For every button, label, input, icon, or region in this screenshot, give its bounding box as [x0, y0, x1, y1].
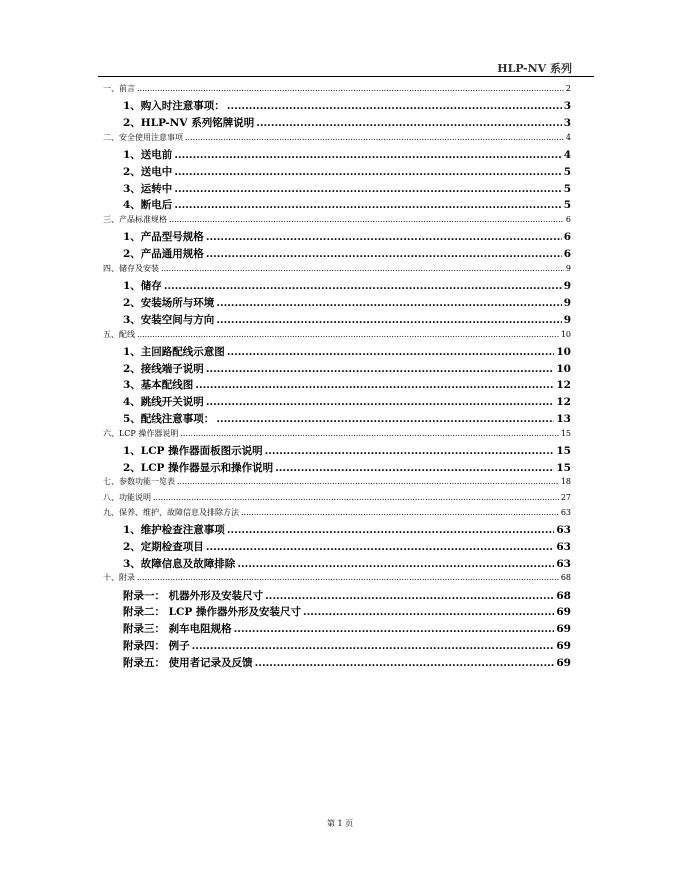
toc-subsection-entry[interactable]: [103, 621, 571, 638]
toc-entry-page-number: 4: [563, 148, 571, 161]
toc-subsection-entry[interactable]: [103, 604, 571, 621]
toc-dot-leader: [177, 477, 559, 486]
toc-entry-page-number: 3: [563, 100, 571, 113]
toc-section-entry[interactable]: [103, 572, 571, 587]
toc-entry-page-number: 5: [563, 199, 571, 212]
page-number-footer: 第 1 页: [326, 819, 354, 828]
toc-entry-label: 二、安全使用注意事项: [103, 132, 183, 142]
toc-subsection-entry[interactable]: [103, 443, 571, 460]
toc-dot-leader: [206, 541, 555, 553]
toc-entry-label: 1、储存: [123, 280, 162, 293]
toc-dot-leader: [164, 280, 562, 292]
toc-dot-leader: [206, 248, 562, 260]
toc-entry-label: 3、故障信息及故障排除: [123, 557, 236, 570]
toc-subsection-entry[interactable]: [103, 98, 571, 115]
toc-entry-label: 1、维护检查注意事项: [123, 524, 225, 537]
toc-entry-page-number: 9: [563, 296, 571, 309]
toc-subsection-entry[interactable]: [103, 655, 571, 672]
toc-dot-leader: [206, 363, 555, 375]
toc-entry-page-number: 3: [563, 116, 571, 129]
toc-subsection-entry[interactable]: [103, 295, 571, 312]
toc-entry-page-number: 68: [556, 589, 571, 602]
toc-entry-label: 五、配线: [103, 329, 135, 339]
toc-section-entry[interactable]: [103, 507, 571, 522]
toc-entry-label: 七、参数功能一览表: [103, 477, 175, 487]
toc-entry-page-number: 6: [563, 248, 571, 261]
toc-entry-page-number: 9: [563, 313, 571, 326]
toc-section-entry[interactable]: [103, 329, 571, 344]
toc-entry-label: 2、定期检查项目: [123, 540, 204, 553]
toc-entry-page-number: 10: [560, 329, 571, 339]
toc-entry-page-number: 63: [556, 557, 571, 570]
toc-subsection-entry[interactable]: [103, 115, 571, 132]
toc-entry-page-number: 6: [563, 231, 571, 244]
toc-dot-leader: [174, 166, 561, 178]
toc-dot-leader: [180, 429, 558, 438]
toc-entry-label: 六、LCP 操作器说明: [103, 428, 179, 438]
toc-entry-label: 3、运转中: [123, 182, 173, 195]
toc-dot-leader: [174, 199, 561, 211]
toc-dot-leader: [265, 590, 554, 602]
toc-subsection-entry[interactable]: [103, 181, 571, 198]
toc-entry-page-number: 63: [556, 540, 571, 553]
toc-entry-label: 一、前言: [103, 84, 135, 93]
toc-entry-label: 附录五： 使用者记录及反馈: [123, 656, 253, 669]
toc-subsection-entry[interactable]: [103, 361, 571, 378]
toc-subsection-entry[interactable]: [103, 164, 571, 181]
toc-dot-leader: [174, 149, 561, 161]
toc-entry-label: 三、产品标准规格: [103, 215, 167, 225]
toc-entry-label: 九、保养、维护、故障信息及排除方法: [103, 507, 239, 517]
toc-dot-leader: [137, 573, 559, 582]
toc-subsection-entry[interactable]: [103, 588, 571, 605]
header-rule: [98, 76, 594, 77]
toc-section-entry[interactable]: [103, 214, 571, 229]
toc-dot-leader: [265, 445, 555, 457]
toc-entry-page-number: 5: [563, 165, 571, 178]
toc-entry-label: 4、断电后: [123, 199, 173, 212]
toc-entry-label: 1、购入时注意事项：: [123, 100, 225, 113]
toc-entry-label: 2、安装场所与环境: [123, 296, 215, 309]
toc-subsection-entry[interactable]: [103, 522, 571, 539]
toc-section-entry[interactable]: [103, 263, 571, 278]
toc-dot-leader: [234, 623, 555, 635]
toc-dot-leader: [216, 413, 554, 425]
toc-entry-page-number: 69: [556, 640, 571, 652]
toc-entry-page-number: 63: [560, 507, 571, 517]
toc-entry-page-number: 15: [556, 461, 571, 474]
toc-entry-page-number: 2: [565, 84, 571, 93]
toc-subsection-entry[interactable]: [103, 638, 571, 655]
toc-dot-leader: [237, 558, 554, 570]
toc-entry-label: 4、跳线开关说明: [123, 396, 204, 409]
toc-dot-leader: [206, 231, 562, 243]
toc-entry-page-number: 9: [565, 263, 571, 273]
toc-dot-leader: [216, 297, 561, 309]
toc-dot-leader: [185, 133, 564, 142]
toc-entry-page-number: 69: [556, 623, 571, 636]
toc-entry-label: 1、LCP 操作器面板图示说明: [123, 444, 263, 457]
toc-entry-label: 附录一： 机器外形及安装尺寸: [123, 589, 264, 602]
toc-dot-leader: [275, 462, 554, 474]
toc-dot-leader: [241, 508, 559, 517]
toc-subsection-entry[interactable]: [103, 460, 571, 477]
toc-dot-leader: [161, 264, 564, 273]
toc-entry-label: 附录二： LCP 操作器外形及安装尺寸: [123, 606, 301, 619]
toc-dot-leader: [153, 493, 559, 502]
toc-section-entry[interactable]: [103, 492, 571, 507]
toc-entry-page-number: 68: [560, 573, 571, 583]
toc-entry-page-number: 4: [565, 132, 571, 142]
table-of-contents: [103, 83, 571, 672]
toc-subsection-entry[interactable]: [103, 394, 571, 411]
toc-dot-leader: [174, 183, 561, 195]
toc-dot-leader: [255, 657, 555, 669]
toc-dot-leader: [206, 396, 555, 408]
toc-entry-label: 十、附录: [103, 573, 135, 583]
toc-entry-label: 3、安装空间与方向: [123, 313, 215, 326]
toc-entry-page-number: 13: [556, 412, 571, 425]
toc-dot-leader: [169, 215, 564, 224]
toc-dot-leader: [303, 606, 554, 618]
toc-subsection-entry[interactable]: [103, 197, 571, 214]
toc-section-entry[interactable]: [103, 83, 571, 98]
toc-entry-label: 2、送电中: [123, 165, 173, 178]
toc-entry-label: 1、送电前: [123, 148, 173, 161]
running-header-title: HLP-NV 系列: [497, 62, 572, 75]
toc-entry-label: 2、LCP 操作器显示和操作说明: [123, 461, 274, 474]
toc-subsection-entry[interactable]: [103, 539, 571, 556]
toc-entry-page-number: 15: [560, 428, 571, 438]
toc-entry-label: 5、配线注意事项：: [123, 412, 215, 425]
toc-entry-label: 1、产品型号规格: [123, 231, 204, 244]
toc-subsection-entry[interactable]: [103, 377, 571, 394]
toc-entry-page-number: 6: [565, 215, 571, 225]
toc-dot-leader: [227, 346, 555, 358]
toc-entry-page-number: 27: [560, 492, 571, 502]
toc-dot-leader: [256, 117, 561, 129]
toc-dot-leader: [137, 84, 564, 93]
toc-entry-page-number: 69: [556, 606, 571, 619]
toc-dot-leader: [216, 314, 561, 326]
toc-entry-label: 3、基本配线图: [123, 379, 194, 392]
toc-entry-label: 四、储存及安装: [103, 263, 159, 273]
toc-subsection-entry[interactable]: [103, 312, 571, 329]
toc-entry-page-number: 12: [556, 379, 571, 392]
toc-section-entry[interactable]: [103, 476, 571, 491]
toc-subsection-entry[interactable]: [103, 556, 571, 573]
toc-entry-label: 2、产品通用规格: [123, 248, 204, 261]
toc-subsection-entry[interactable]: [103, 344, 571, 361]
toc-entry-label: 1、主回路配线示意图: [123, 345, 225, 358]
toc-subsection-entry[interactable]: [103, 278, 571, 295]
toc-entry-page-number: 10: [556, 345, 571, 358]
toc-section-entry[interactable]: [103, 428, 571, 443]
toc-entry-page-number: 9: [563, 280, 571, 293]
toc-dot-leader: [227, 524, 555, 536]
toc-subsection-entry[interactable]: [103, 246, 571, 263]
toc-dot-leader: [195, 379, 554, 391]
toc-entry-page-number: 5: [563, 182, 571, 195]
toc-entry-page-number: 12: [556, 396, 571, 409]
toc-subsection-entry[interactable]: [103, 229, 571, 246]
toc-entry-page-number: 69: [556, 656, 571, 669]
toc-dot-leader: [192, 640, 555, 652]
toc-entry-label: 2、HLP-NV 系列铭牌说明: [123, 116, 255, 129]
toc-entry-page-number: 18: [560, 477, 571, 487]
toc-section-entry[interactable]: [103, 132, 571, 147]
toc-entry-label: 八、功能说明: [103, 492, 151, 502]
toc-dot-leader: [137, 330, 559, 339]
toc-entry-label: 附录三： 刹车电阻规格: [123, 623, 232, 636]
toc-entry-page-number: 15: [556, 444, 571, 457]
toc-subsection-entry[interactable]: [103, 147, 571, 164]
toc-entry-page-number: 10: [556, 362, 571, 375]
toc-entry-label: 附录四： 例子: [123, 640, 190, 652]
toc-entry-page-number: 63: [556, 524, 571, 537]
toc-subsection-entry[interactable]: [103, 411, 571, 428]
toc-dot-leader: [227, 100, 562, 112]
toc-entry-label: 2、接线端子说明: [123, 362, 204, 375]
